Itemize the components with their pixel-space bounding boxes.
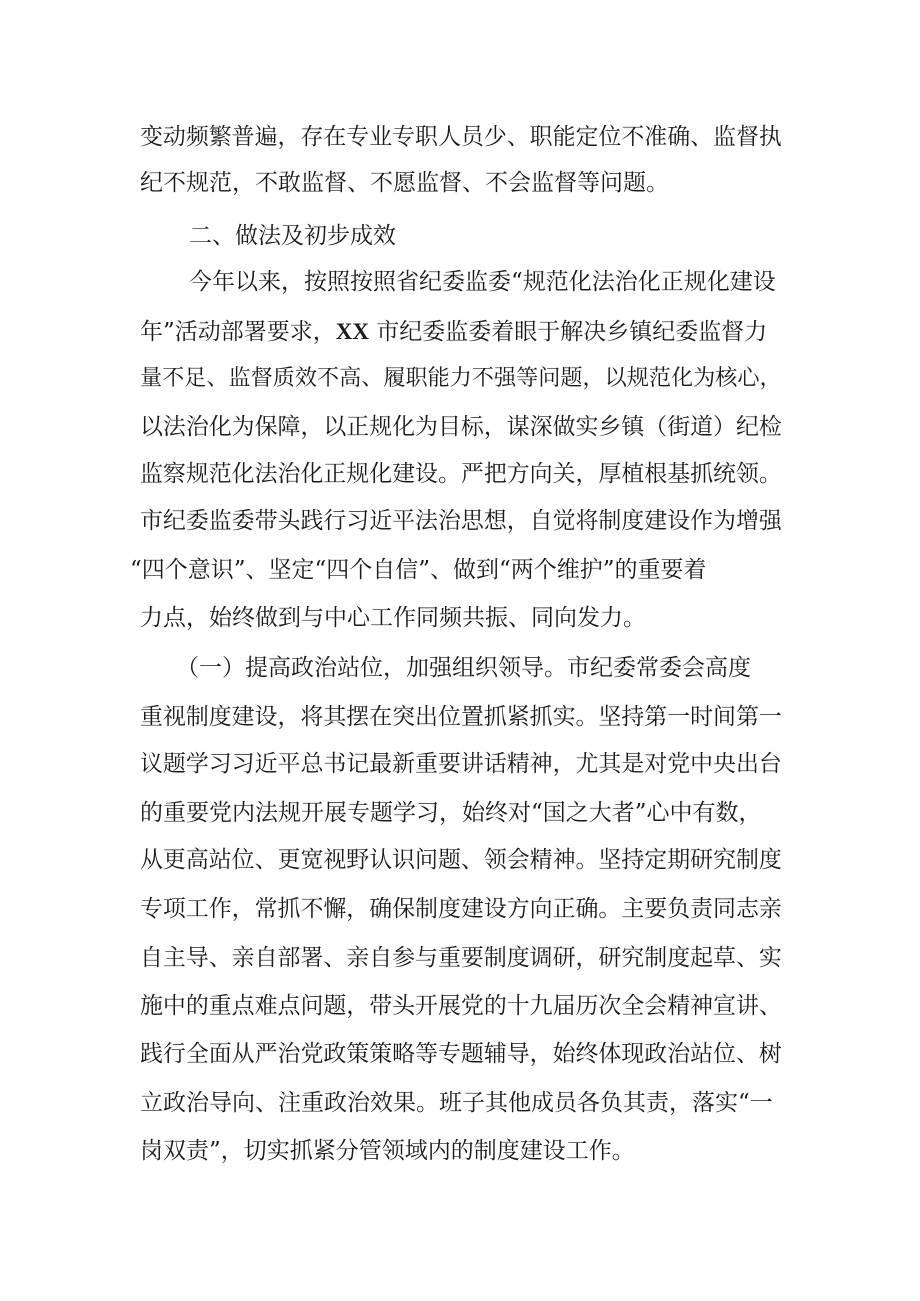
paragraph-line: 施中的重点难点问题，带头开展党的十九届历次全会精神宣讲、	[140, 993, 782, 1019]
paragraph-line: 专项工作，常抓不懈，确保制度建设方向正确。主要负责同志亲	[140, 896, 782, 922]
paragraph-line: 纪不规范，不敢监督、不愿监督、不会监督等问题。	[140, 170, 669, 196]
paragraph-line	[140, 309, 920, 355]
paragraph-line: 变动频繁普遍，存在专业专职人员少、职能定位不准确、监督执	[140, 124, 782, 150]
city-placeholder: XX	[335, 319, 369, 344]
paragraph-line: 重视制度建设，将其摆在突出位置抓紧抓实。坚持第一时间第一	[140, 704, 782, 730]
paragraph-line: 的重要党内法规开展专题学习，始终对“国之大者”心中有数，	[140, 800, 762, 826]
paragraph-line: 监察规范化法治化正规化建设。严把方向关，厚植根基抓统领。	[140, 461, 782, 487]
text-run: 市纪委监委着眼于解决乡镇纪委监督力	[369, 319, 768, 345]
paragraph-line: 岗双责”，切实抓紧分管领域内的制度建设工作。	[140, 1138, 635, 1164]
paragraph-line: 践行全面从严治党政策策略等专题辅导，始终体现政治站位、树	[140, 1041, 782, 1067]
paragraph-line: 立政治导向、注重政治效果。班子其他成员各负其责，落实“一	[140, 1090, 773, 1116]
paragraph-line: 市纪委监委带头践行习近平法治思想，自觉将制度建设作为增强	[140, 508, 782, 534]
text-run: 年”活动部署要求，	[140, 319, 336, 345]
paragraph-line: 以法治化为保障，以正规化为目标，谋深做实乡镇（街道）纪检	[140, 414, 782, 440]
paragraph-line: “四个意识”、坚定“四个自信”、做到“两个维护”的重要着	[130, 557, 707, 583]
paragraph-line: 力点，始终做到与中心工作同频共振、同向发力。	[140, 605, 646, 631]
paragraph-line: 议题学习习近平总书记最新重要讲话精神，尤其是对党中央出台	[140, 751, 782, 777]
paragraph-line: 自主导、亲自部署、亲自参与重要制度调研，研究制度起草、实	[140, 945, 782, 971]
subsection-heading: （一）提高政治站位，加强组织领导。市纪委常委会高度	[176, 655, 751, 681]
section-heading: 二、做法及初步成效	[189, 223, 396, 249]
paragraph-line: 量不足、监督质效不高、履职能力不强等问题，以规范化为核心，	[140, 365, 782, 391]
paragraph-line: 今年以来，按照按照省纪委监委“规范化法治化正规化建设	[189, 269, 776, 295]
paragraph-line: 从更高站位、更宽视野认识问题、领会精神。坚持定期研究制度	[140, 847, 782, 873]
